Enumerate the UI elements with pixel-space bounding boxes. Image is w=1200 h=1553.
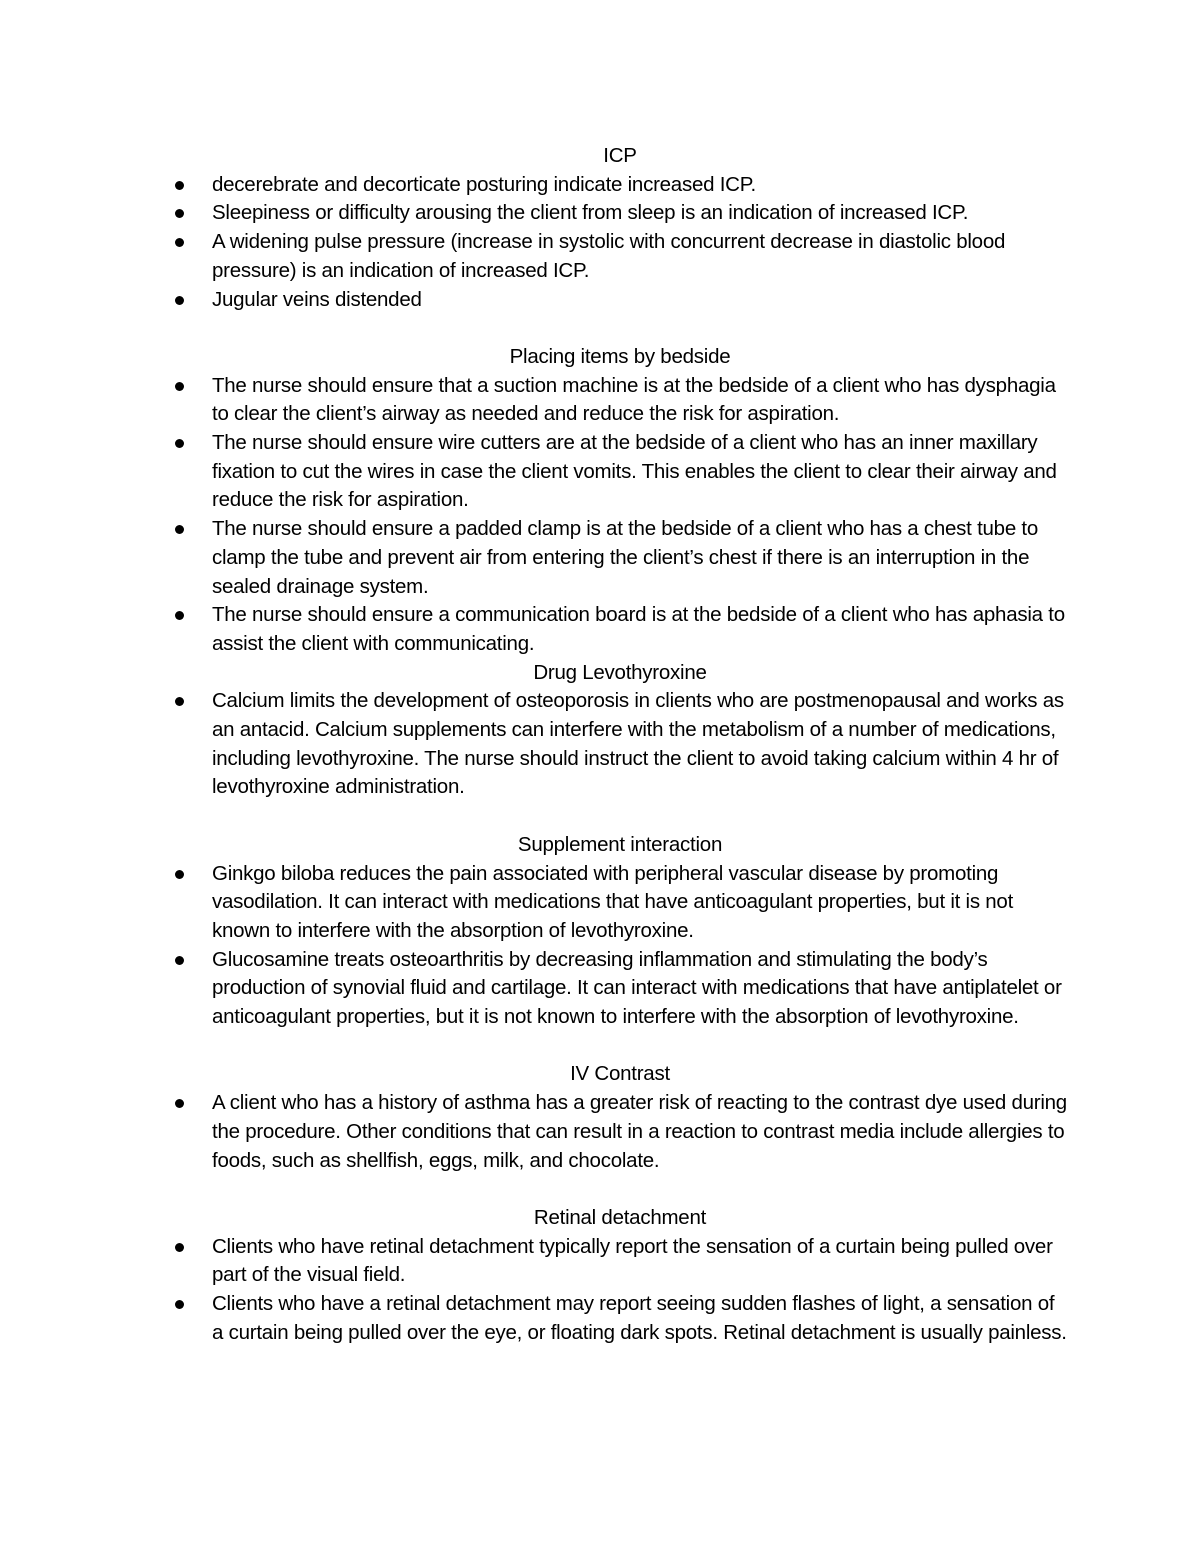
list-item-text: decerebrate and decorticate posturing indicate increased ICP. <box>212 172 756 196</box>
section-drug-levothyroxine <box>170 659 1070 803</box>
bullet-icon <box>175 956 184 965</box>
section-title: IV Contrast <box>570 1062 670 1086</box>
bullet-icon <box>175 1099 184 1108</box>
section-title: Supplement interaction <box>517 832 723 856</box>
list-item-text: The nurse should ensure a communication board is at the bedside of a client who has aphasia to assist the client with communicating. <box>212 603 1065 655</box>
list-item-text: Clients who have retinal detachment typically report the sensation of a curtain being pulled over part of the visual field. <box>212 1234 1053 1287</box>
section-title: ICP <box>603 144 637 167</box>
list-item <box>170 1089 1070 1175</box>
list-item <box>170 1290 1070 1347</box>
list-item <box>170 860 1070 946</box>
list-item-text: A widening pulse pressure (increase in systolic with concurrent decrease in diastolic blood pressure) is an indication of increased ICP. <box>212 230 1006 282</box>
list-item <box>170 171 1070 200</box>
list-item <box>170 372 1070 429</box>
bullet-icon <box>175 209 184 218</box>
list-item-text: Clients who have a retinal detachment may report seeing sudden flashes of light, a sensation of a curtain being pulled over the eye, or floating dark spots. Retinal detachment is usually painless. <box>212 1292 1067 1344</box>
list-item <box>170 687 1070 802</box>
bullet-icon <box>175 697 184 706</box>
section-title: Drug Levothyroxine <box>533 660 707 684</box>
bullet-icon <box>175 238 184 247</box>
bullet-icon <box>175 525 184 534</box>
section-icp <box>170 142 1070 314</box>
list-item <box>170 286 1070 315</box>
bullet-list <box>170 372 1070 659</box>
list-item-text: Calcium limits the development of osteoporosis in clients who are postmenopausal and works as an antacid. Calcium supplements can interfere with the metabolism of a number of medications, including levothyroxine. The nurse should instruct the client to avoid taking calcium within 4 hr of levothyroxine administration. <box>212 689 1064 799</box>
bullet-list <box>170 1233 1070 1348</box>
list-item <box>170 946 1070 1032</box>
section-placing-items-by-bedside <box>170 343 1070 659</box>
bullet-list <box>170 687 1070 802</box>
bullet-icon <box>175 181 184 190</box>
section-iv-contrast <box>170 1060 1070 1175</box>
section-title: Retinal detachment <box>533 1205 707 1229</box>
list-item-text: A client who has a history of asthma has a greater risk of reacting to the contrast dye used during the procedure. Other conditions that can result in a reaction to contrast media include allergies to foods, such as shellfish, eggs, milk, and chocolate. <box>212 1091 1067 1172</box>
list-item-text: The nurse should ensure a padded clamp is at the bedside of a client who has a chest tube to clamp the tube and prevent air from entering the client’s chest if there is an interruption in the sealed drainage system. <box>212 517 1039 598</box>
list-item-text: The nurse should ensure that a suction machine is at the bedside of a client who has dysphagia to clear the client’s airway as needed and reduce the risk for aspiration. <box>212 373 1056 426</box>
bullet-icon <box>175 870 184 879</box>
bullet-icon <box>175 382 184 391</box>
list-item <box>170 228 1070 285</box>
bullet-icon <box>175 439 184 448</box>
list-item-text: Jugular veins distended <box>212 287 422 311</box>
list-item-text: Ginkgo biloba reduces the pain associated with peripheral vascular disease by promoting vasodilation. It can interact with medications that have anticoagulant properties, but it is not known to interfere with the absorption of levothyroxine. <box>212 861 1014 942</box>
bullet-list <box>170 171 1070 315</box>
section-retinal-detachment <box>170 1204 1070 1348</box>
list-item <box>170 1233 1070 1290</box>
list-item-text: The nurse should ensure wire cutters are at the bedside of a client who has an inner maxillary fixation to cut the wires in case the client vomits. This enables the client to clear their airway and reduce the risk for aspiration. <box>212 431 1057 512</box>
list-item <box>170 199 1070 228</box>
bullet-icon <box>175 296 184 305</box>
list-item <box>170 515 1070 601</box>
list-item <box>170 429 1070 515</box>
list-item-text: Glucosamine treats osteoarthritis by decreasing inflammation and stimulating the body’s production of synovial fluid and cartilage. It can interact with medications that have antiplatelet or anticoagulant properties, but it is not known to interfere with the absorption of levothyroxine. <box>212 947 1062 1029</box>
section-title: Placing items by bedside <box>509 344 731 368</box>
bullet-list <box>170 860 1070 1032</box>
section-supplement-interaction <box>170 831 1070 1032</box>
bullet-icon <box>175 1243 184 1252</box>
list-item-text: Sleepiness or difficulty arousing the client from sleep is an indication of increased ICP. <box>212 201 969 225</box>
bullet-list <box>170 1089 1070 1175</box>
document-page <box>170 142 1070 1347</box>
bullet-icon <box>175 611 184 620</box>
bullet-icon <box>175 1300 184 1309</box>
list-item <box>170 601 1070 658</box>
